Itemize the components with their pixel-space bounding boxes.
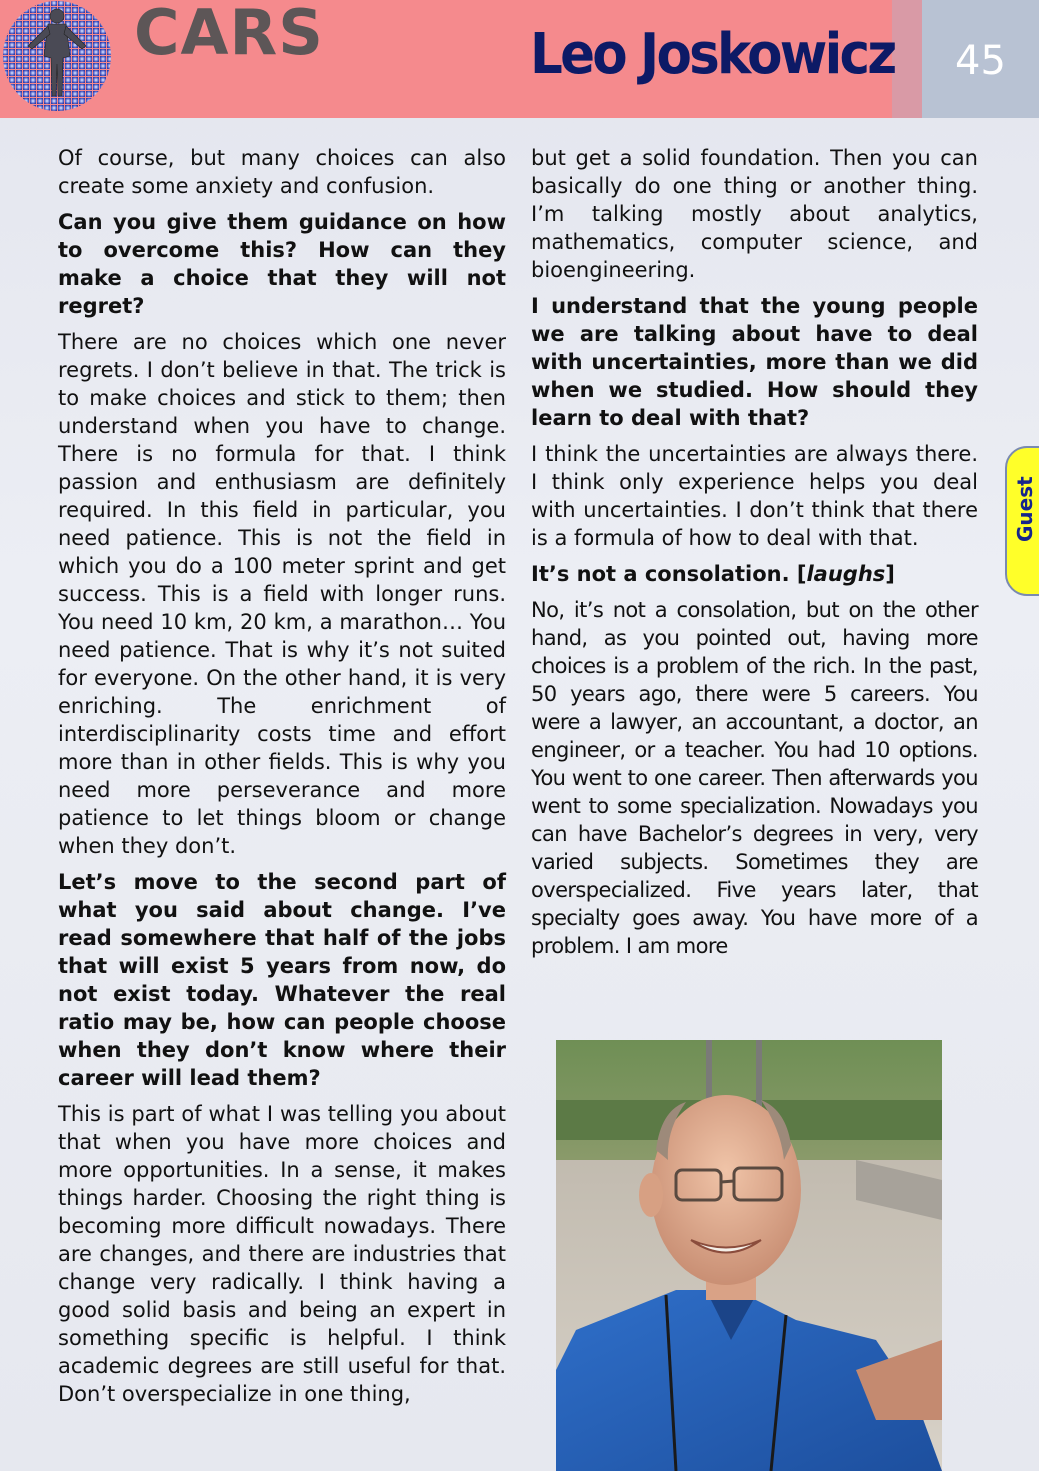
question-text-end: ]: [885, 562, 895, 586]
answer-paragraph: This is part of what I was telling you about that when you have more choices and more opportunities. In a sense, it makes things harder. Choosing the right thing is becoming more difficult nowadays. There are changes, and there are industries that change very radically. I think having a good solid basis and being an expert in something specific is helpful. I think academic degrees are still useful for that. Don’t overspecialize in one thing,: [58, 1102, 506, 1406]
page-header: [0, 0, 1039, 118]
question-aside: laughs: [806, 562, 886, 586]
left-column: [58, 144, 506, 1416]
answer-paragraph: Of course, but many choices can also create some anxiety and confusion.: [58, 146, 506, 198]
portrait-photo: [556, 1040, 942, 1471]
question-paragraph: I understand that the young people we are talking about have to deal with uncertainties, more than we did when we studied. How should they learn to deal with that?: [531, 294, 978, 430]
right-column: [531, 144, 978, 968]
answer-paragraph: No, it’s not a consolation, but on the other hand, as you pointed out, having more choices is a problem of the rich. In the past, 50 years ago, there were 5 careers. You were a lawyer, an accountant, a doctor, an engineer, or a teacher. You had 10 options. You went to one career. Then afterwards you went to some specialization. Nowadays you can have Bachelor’s degrees in very, very varied subjects. Sometimes they are overspecialized. Five years later, that specialty goes away. You have more of a problem. I am more: [531, 598, 978, 958]
logo-text: CARS: [134, 0, 324, 69]
answer-paragraph: I think the uncertainties are always there. I think only experience helps you deal with uncertainties. I don’t think that there is a formula of how to deal with that.: [531, 442, 978, 550]
question-paragraph: Let’s move to the second part of what you said about change. I’ve read somewhere that half of the jobs that will exist 5 years from now, do not exist today. Whatever the real ratio may be, how can people choose when they don’t know where their career will lead them?: [58, 870, 506, 1090]
question-text: It’s not a consolation. [: [531, 562, 807, 586]
answer-paragraph: but get a solid foundation. Then you can basically do one thing or another thing. I’m talking mostly about analytics, mathematics, computer science, and bioengineering.: [531, 146, 978, 282]
question-paragraph: [531, 560, 978, 588]
answer-paragraph: There are no choices which one never regrets. I don’t believe in that. The trick is to make choices and stick to them; then understand when you have to change. There is no formula for that. I think passion and enthusiasm are definitely required. In this field in particular, you need patience. This is not the field in which you do a 100 meter sprint and get success. This is a field with longer runs. You need 10 km, 20 km, a marathon… You need patience. That is why it’s not suited for everyone. On the other hand, it is very enriching. The enrichment of interdisciplinarity costs time and effort more than in other fields. This is why you need more perseverance and more patience to let things bloom or change when they don’t.: [58, 330, 506, 858]
author-name: Leo Joskowicz: [530, 22, 895, 87]
guest-tab-label: Guest: [1013, 476, 1037, 542]
page-number: 45: [955, 38, 1006, 84]
cars-logo-emblem: [2, 0, 112, 112]
header-fold: [892, 0, 922, 118]
question-paragraph: Can you give them guidance on how to overcome this? How can they make a choice that they will not regret?: [58, 210, 506, 318]
